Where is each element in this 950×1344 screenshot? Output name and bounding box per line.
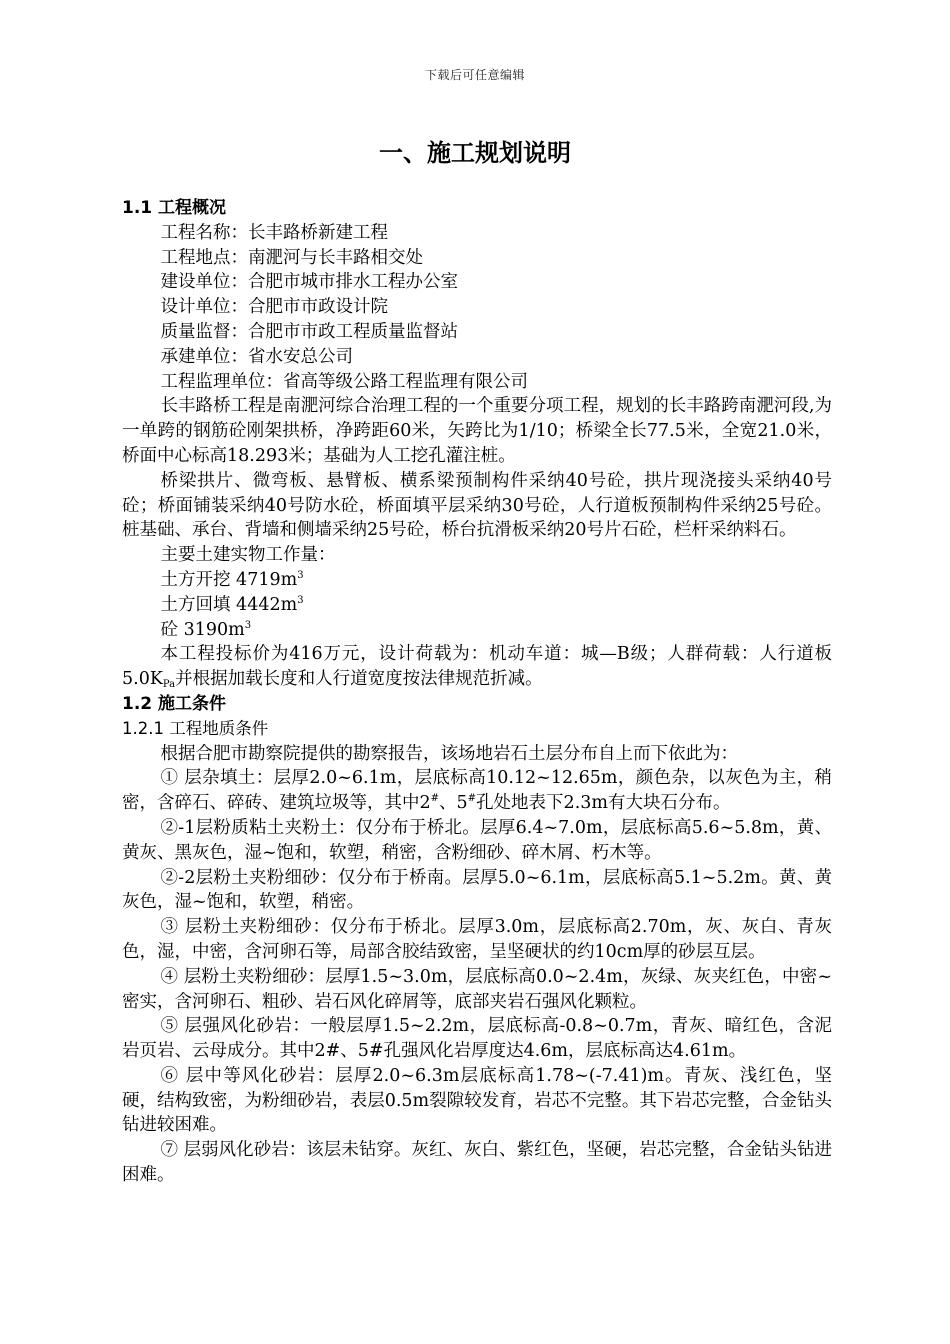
hash-superscript: # [430,793,440,805]
layer-6-paragraph: ⑥ 层中等风化砂岩：层厚2.0~6.3m层底标高1.78~(-7.41)m。青灰、浅红色，坚硬，结构致密，为粉细砂岩，表层0.5m裂隙较发育，岩芯不完整。其下岩芯完整，合金钻头钻进较困难。 [122,1065,832,1136]
quantity-concrete [122,618,832,643]
layer-1-paragraph [122,766,832,816]
subsection-heading-1-2-1: 1.2.1 工程地质条件 [122,718,269,738]
quantities-title: 主要土建实物工作量： [160,545,336,566]
overview-paragraph: 长丰路桥工程是南淝河综合治理工程的一个重要分项工程，规划的长丰路跨南淝河段,为一单跨的钢筋砼刚架拱桥，净跨距60米，矢跨比为1/10；桥梁全长77.5米，全宽21.0米，桥面中心标高18.293米；基础为人工挖孔灌注桩。 [122,396,832,466]
pa-subscript: Pa [162,679,176,691]
quality-supervision-line: 质量监督：合肥市市政工程质量监督站 [160,321,458,342]
layer-7-paragraph: ⑦ 层弱风化砂岩：该层未钻穿。灰红、灰白、紫红色，坚硬，岩芯完整，合金钻头钻进困难。 [122,1140,832,1186]
layer-3-paragraph: ③ 层粉土夹粉细砂：仅分布于桥北。层厚3.0m，层底标高2.70m，灰、灰白、青灰色，湿，中密，含河卵石等，局部含胶结致密，呈坚硬状的约10cm厚的砂层互层。 [122,917,832,962]
layer-1-text-mid: 、5 [439,793,468,814]
section-heading-1-1: 1.1 工程概况 [122,198,227,218]
materials-paragraph: 桥梁拱片、微弯板、悬臂板、横系梁预制构件采纳40号砼，拱片现浇接头采纳40号砼；桥面铺装采纳40号防水砼，桥面填平层采纳30号砼，人行道板预制构件采纳25号砼。桩基础、承台、背墙和侧墙采纳25号砼，桥台抗滑板采纳20号片石砼，栏杆采纳料石。 [122,470,832,541]
document-body [122,196,832,1188]
supervisor-line: 工程监理单位：省高等级公路工程监理有限公司 [160,371,528,392]
contractor-line: 承建单位：省水安总公司 [160,346,353,367]
bid-load-text: 本工程投标价为416万元，设计荷载为：机动车道：城—B级；人群荷载：人行道板5.0K [122,644,832,690]
quantity-excavation [122,568,832,593]
layer-1-text: ① 层杂填土：层厚2.0~6.1m，层底标高10.12~12.65m，颜色杂，以灰色为主，稍密，含碎石、碎砖、建筑垃圾等，其中2 [122,768,832,814]
page-header: 下载后可任意编辑 [424,68,525,82]
layer-4-paragraph: ④ 层粉土夹粉细砂：层厚1.5~3.0m，层底标高0.0~2.4m，灰绿、灰夹红色，中密~密实，含河卵石、粗砂、岩石风化碎屑等，底部夹岩石强风化颗粒。 [122,966,832,1012]
project-location-line: 工程地点：南淝河与长丰路相交处 [160,247,423,268]
cube-superscript: 3 [297,569,304,581]
layer-1-text-end: 孔处地表下2.3m有大块石分布。 [476,793,731,814]
layer-5-paragraph: ⑤ 层强风化砂岩：一般层厚1.5~2.2m，层底标高-0.8~0.7m，青灰、暗红色，含泥岩页岩、云母成分。其中2#、5#孔强风化岩厚度达4.6m，层底标高达4.61m。 [122,1016,832,1062]
bid-load-paragraph [122,642,832,692]
cube-superscript: 3 [297,594,304,606]
cube-superscript: 3 [244,619,252,631]
layer-2-1-paragraph: ②-1层粉质粘土夹粉土：仅分布于桥北。层厚6.4~7.0m，层底标高5.6~5.8m，黄、黄灰、黑灰色，湿~饱和，软塑，稍密，含粉细砂、碎木屑、朽木等。 [122,817,832,863]
designer-line: 设计单位：合肥市市政设计院 [160,297,388,318]
hash-superscript: # [467,793,477,805]
quantity-excavation-text: 土方开挖 4719m [160,569,298,590]
quantity-backfill [122,593,832,618]
client-line: 建设单位：合肥市城市排水工程办公室 [160,272,458,293]
section-heading-1-2: 1.2 施工条件 [122,693,227,714]
quantity-backfill-text: 土方回填 4442m [160,594,298,615]
quantity-concrete-text: 砼 3190m [160,619,245,640]
layer-2-2-paragraph: ②-2层粉土夹粉细砂：仅分布于桥南。层厚5.0~6.1m，层底标高5.1~5.2m。黄、黄灰色，湿~饱和，软塑，稍密。 [122,867,832,913]
geology-intro: 根据合肥市勘察院提供的勘察报告，该场地岩石土层分布自上而下依此为： [160,743,738,764]
project-name-line: 工程名称：长丰路桥新建工程 [160,222,388,243]
bid-load-text-end: 并根据加载长度和人行道宽度按法律规范折减。 [175,669,543,690]
document-title: 一、施工规划说明 [379,139,571,167]
